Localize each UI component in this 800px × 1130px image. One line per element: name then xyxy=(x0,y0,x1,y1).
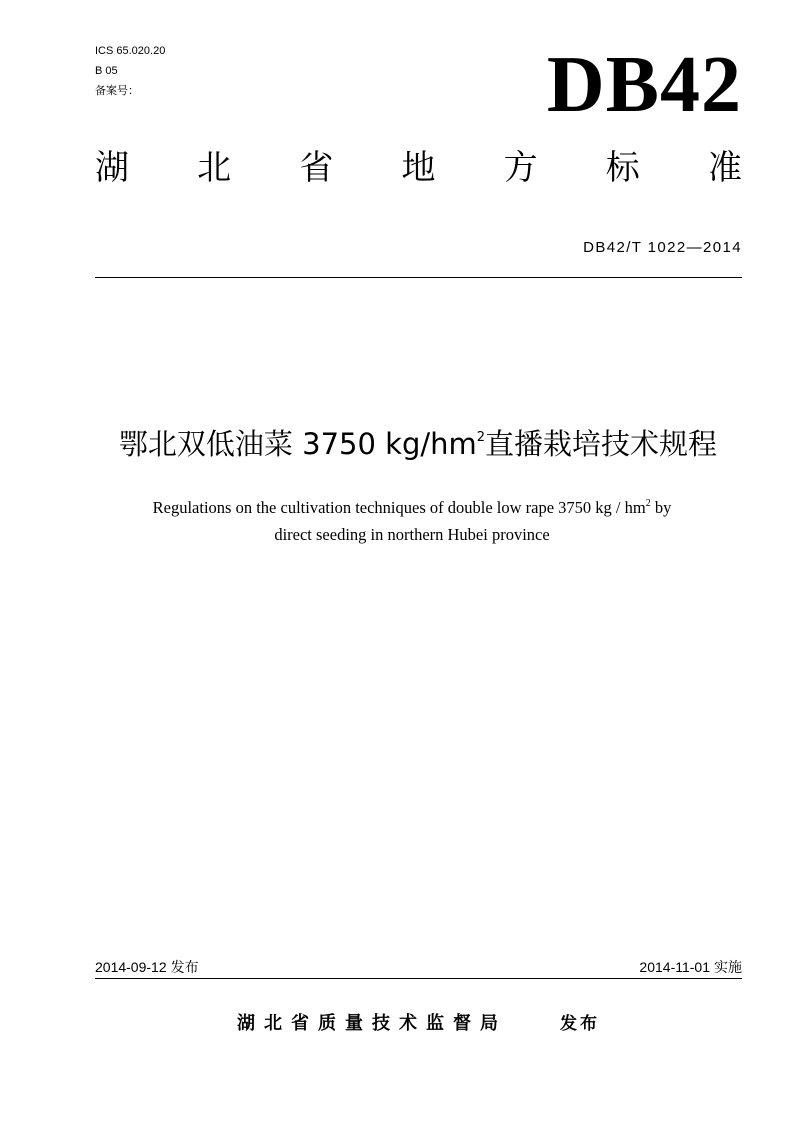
standard-type-char: 湖 xyxy=(95,148,129,188)
standard-type-heading xyxy=(95,148,742,188)
standard-type-char: 方 xyxy=(503,148,538,188)
publish-date-block xyxy=(95,957,199,978)
issuing-authority: 湖北省质量技术监督局 xyxy=(237,1013,507,1034)
chinese-title xyxy=(80,424,756,464)
ics-code: ICS 65.020.20 xyxy=(95,45,166,57)
standard-type-char: 准 xyxy=(707,148,742,188)
standard-type-char: 省 xyxy=(299,148,334,188)
english-title-superscript: 2 xyxy=(645,498,651,509)
footer-divider xyxy=(95,978,742,979)
standard-type-char: 标 xyxy=(605,148,640,188)
header-divider xyxy=(95,277,742,278)
chinese-title-superscript: 2 xyxy=(476,430,486,445)
chinese-title-part-2: 直播栽培技术规程 xyxy=(485,427,718,461)
standard-type-char: 地 xyxy=(401,148,436,188)
standard-code-logo: DB42 xyxy=(546,41,742,129)
implement-label: 实施 xyxy=(714,960,742,976)
english-title-line-1 xyxy=(60,494,764,521)
english-title xyxy=(60,494,764,548)
ccs-code: B 05 xyxy=(95,65,118,77)
english-title-line-2: direct seeding in northern Hubei province xyxy=(274,525,550,544)
standard-number: DB42/T 1022—2014 xyxy=(583,239,742,256)
english-title-line-1-end: by xyxy=(650,498,672,517)
implement-date-block xyxy=(639,957,742,978)
record-number-label: 备案号： xyxy=(95,85,139,97)
chinese-title-part-1: 鄂北双低油菜 3750 kg/hm xyxy=(118,427,477,461)
standard-type-char: 北 xyxy=(197,148,232,188)
publish-label: 发布 xyxy=(170,960,199,976)
issue-label: 发布 xyxy=(560,1014,600,1034)
publish-date: 2014-09-12 xyxy=(95,959,167,975)
implement-date: 2014-11-01 xyxy=(639,959,710,975)
english-title-line-1-text: Regulations on the cultivation techniques of double low rape 3750 kg / hm xyxy=(152,498,646,517)
classification-block xyxy=(95,41,165,101)
